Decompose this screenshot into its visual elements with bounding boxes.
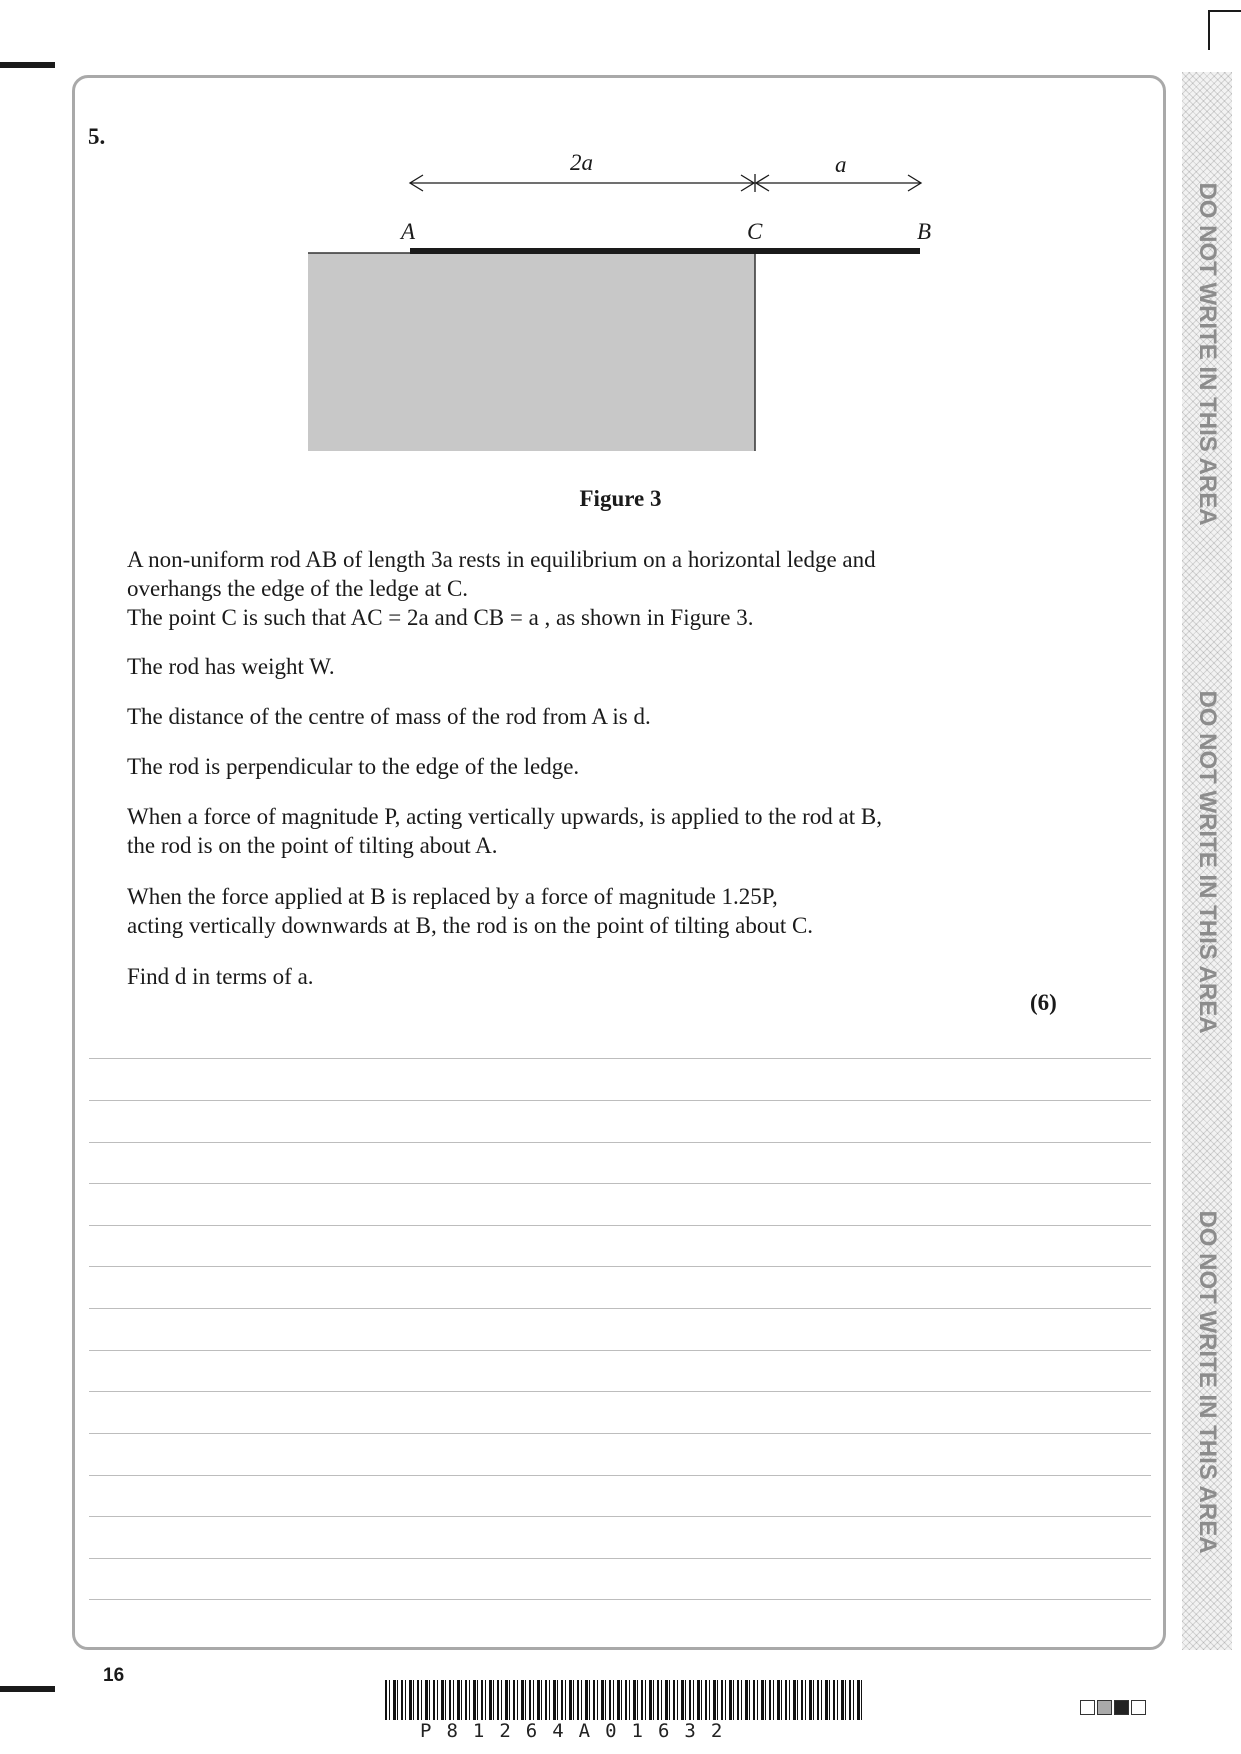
p4-text: The rod is perpendicular to the edge of the ledge. [127, 754, 580, 779]
reg-box-grey [1097, 1700, 1112, 1715]
answer-line[interactable] [89, 1100, 1151, 1101]
answer-line[interactable] [89, 1391, 1151, 1392]
p3-text: The distance of the centre of mass of the rod from A is d. [127, 704, 651, 729]
paragraph-5 [127, 802, 1027, 860]
answer-line[interactable] [89, 1183, 1151, 1184]
p1-line-1: A non-uniform rod AB of length 3a rests in equilibrium on a horizontal ledge and [127, 547, 876, 572]
answer-line[interactable] [89, 1058, 1151, 1059]
rod [410, 248, 920, 254]
p6-line-1: When the force applied at B is replaced by a force of magnitude 1.25P, [127, 884, 778, 909]
p7-text: Find d in terms of a. [127, 964, 314, 989]
p2-text: The rod has weight W. [127, 654, 335, 679]
answer-line[interactable] [89, 1142, 1151, 1143]
label-point-c: C [747, 219, 763, 244]
label-a: a [835, 152, 847, 177]
paragraph-7 [127, 962, 1027, 991]
label-point-b: B [917, 219, 932, 244]
ledge [308, 253, 755, 451]
answer-line[interactable] [89, 1225, 1151, 1226]
p1-line-3: The point C is such that AC = 2a and CB = a , as shown in Figure 3. [127, 605, 754, 630]
answer-line[interactable] [89, 1558, 1151, 1559]
p5-line-1: When a force of magnitude P, acting vertically upwards, is applied to the rod at B, [127, 804, 882, 829]
page-number: 16 [103, 1665, 125, 1686]
answer-line[interactable] [89, 1308, 1151, 1309]
paragraph-4 [127, 752, 1027, 781]
answer-line[interactable] [89, 1266, 1151, 1267]
p1-line-2: overhangs the edge of the ledge at C. [127, 576, 469, 601]
figure-caption: Figure 3 [579, 486, 662, 511]
marks-available: (6) [1030, 990, 1057, 1015]
paragraph-2 [127, 652, 1027, 681]
reg-box-black [1114, 1700, 1129, 1715]
figure-3-diagram [0, 0, 1241, 470]
p5-line-2: the rod is on the point of tilting about A. [127, 833, 498, 858]
paragraph-1 [127, 545, 1027, 632]
barcode-text: P81264A01632 [420, 1720, 738, 1742]
answer-line[interactable] [89, 1350, 1151, 1351]
barcode [385, 1680, 862, 1720]
p6-line-2: acting vertically downwards at B, the rod is on the point of tilting about C. [127, 913, 814, 938]
paragraph-3 [127, 702, 1027, 731]
reg-box-white-2 [1131, 1700, 1146, 1715]
answer-line[interactable] [89, 1433, 1151, 1434]
answer-line[interactable] [89, 1599, 1151, 1600]
answer-line[interactable] [89, 1475, 1151, 1476]
label-point-a: A [401, 219, 416, 244]
print-registration-boxes [1080, 1700, 1146, 1715]
corner-mark-bottom-left [0, 1686, 55, 1692]
question-number: 5. [88, 124, 106, 149]
label-2a: 2a [570, 150, 593, 175]
paragraph-6 [127, 882, 1027, 940]
answer-line[interactable] [89, 1516, 1151, 1517]
reg-box-white [1080, 1700, 1095, 1715]
